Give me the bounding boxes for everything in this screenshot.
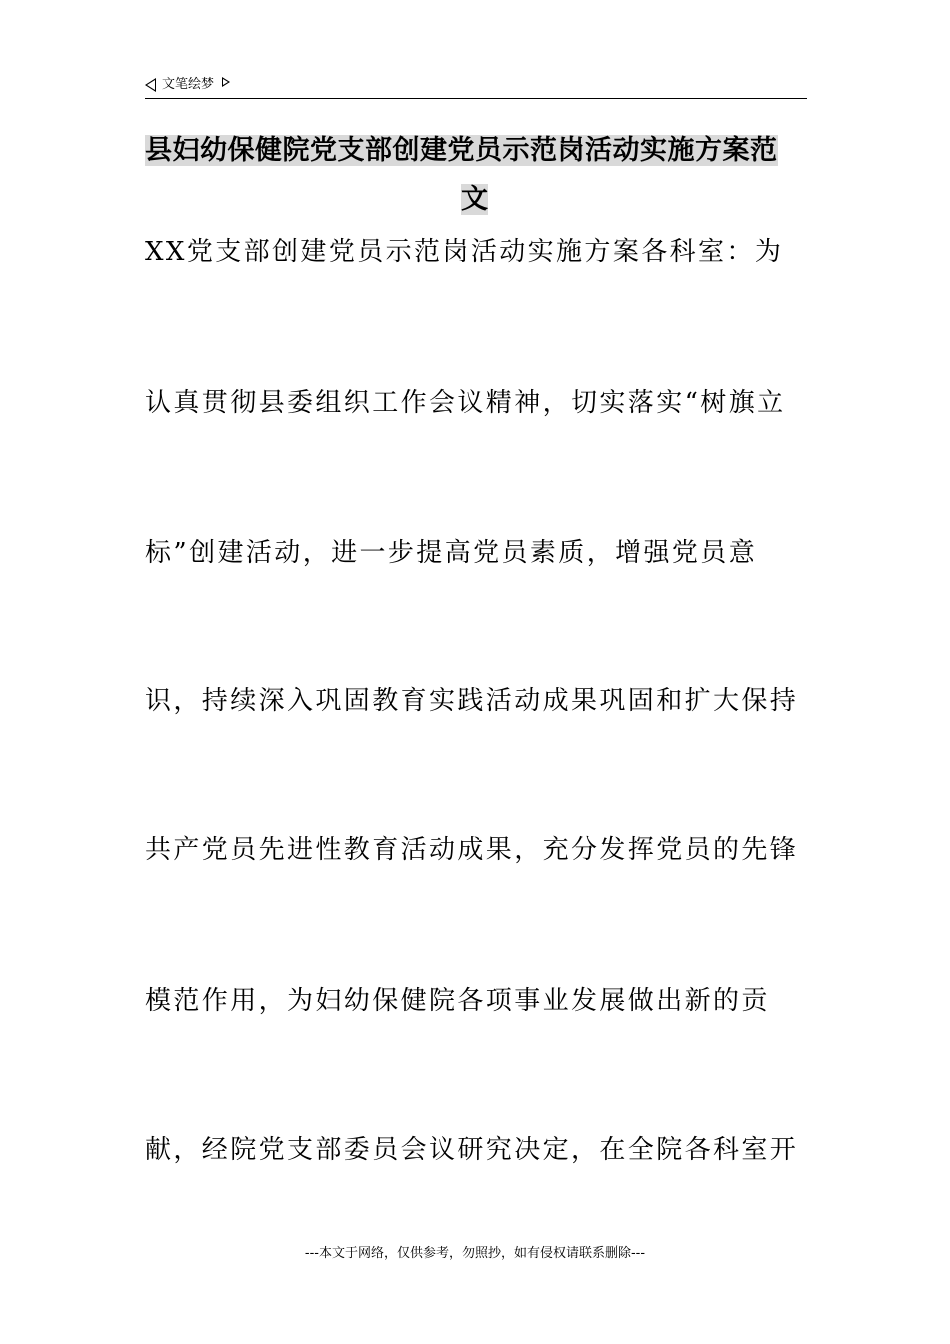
- page-header: [145, 72, 807, 99]
- triangle-right-icon: [222, 77, 230, 87]
- body-line-3: 标”创建活动，进一步提高党员素质，增强党员意: [145, 538, 758, 568]
- document-title-line-2: 文: [461, 184, 488, 215]
- triangle-left-icon: [145, 78, 156, 92]
- body-line-6: 模范作用，为妇幼保健院各项事业发展做出新的贡: [145, 986, 770, 1016]
- document-title-line-1: 县妇幼保健院党支部创建党员示范岗活动实施方案范: [145, 135, 778, 166]
- body-line-7: 献，经院党支部委员会议研究决定，在全院各科室开: [145, 1135, 799, 1165]
- body-line-1: XX党支部创建党员示范岗活动实施方案各科室：为: [145, 237, 784, 267]
- header-text: 文笔绘梦: [162, 77, 215, 92]
- body-line-5: 共产党员先进性教育活动成果，充分发挥党员的先锋: [145, 835, 799, 865]
- body-line-4: 识，持续深入巩固教育实践活动成果巩固和扩大保持: [145, 686, 799, 716]
- page-footer: ---本文于网络，仅供参考，勿照抄，如有侵权请联系删除---: [304, 1246, 646, 1261]
- body-line-2: 认真贯彻县委组织工作会议精神，切实落实“树旗立: [145, 388, 786, 418]
